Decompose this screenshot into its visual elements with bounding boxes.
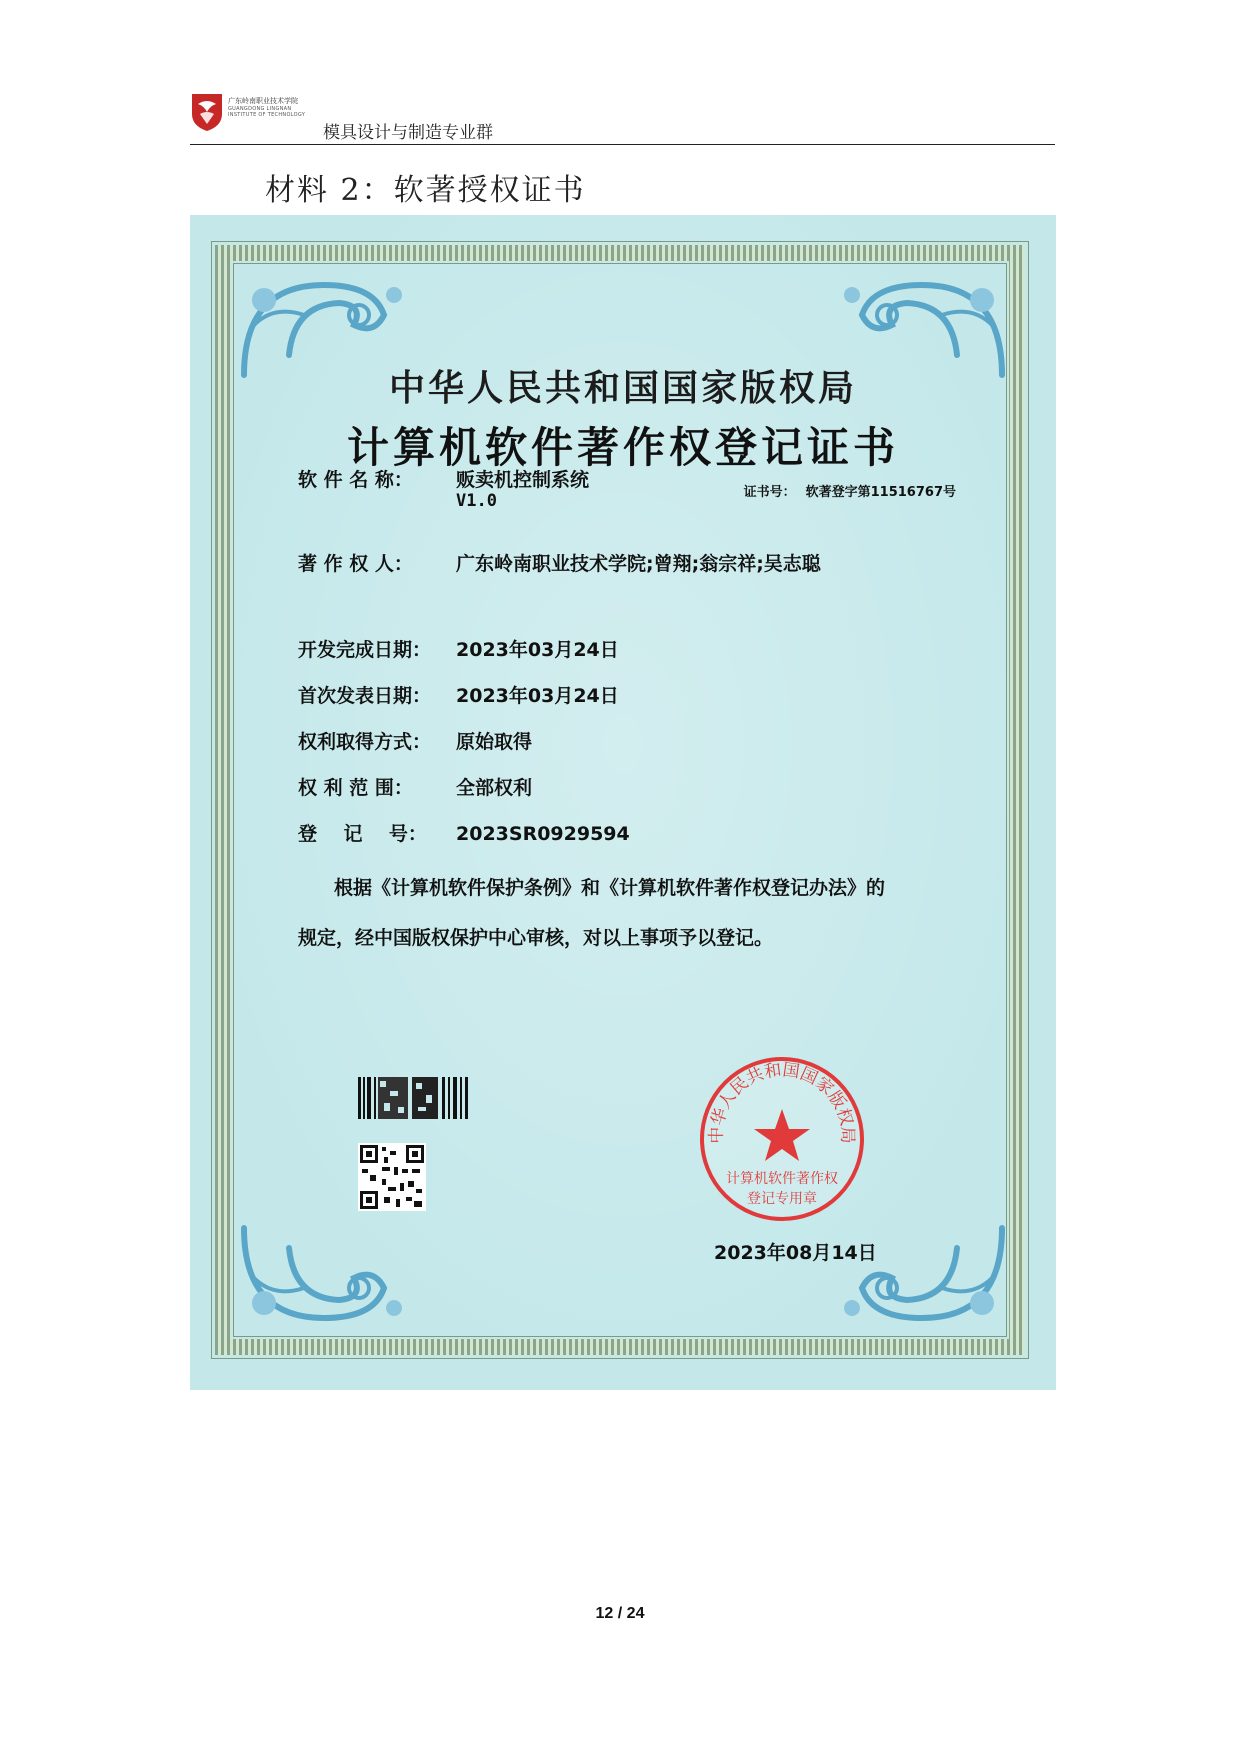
- section-title: 材料 2：软著授权证书: [265, 173, 586, 208]
- seal-outer-text: 中华人民共和国国家版权局: [706, 1060, 858, 1144]
- field-first-publish-date: [298, 681, 619, 708]
- barcode-image: [358, 1077, 470, 1119]
- field-value: 原始取得: [456, 731, 533, 753]
- qr-code-image: [358, 1143, 426, 1211]
- header-divider: [190, 144, 1055, 145]
- seal-inner-text-2: 登记专用章: [747, 1191, 817, 1207]
- school-name-cn: 广东岭南职业技术学院: [228, 97, 298, 105]
- field-registration-number: [298, 819, 630, 846]
- program-group-title: 模具设计与制造专业群: [323, 123, 493, 143]
- seal-inner-text-1: 计算机软件著作权: [726, 1171, 838, 1187]
- field-label: 首次发表日期：: [298, 685, 432, 707]
- certificate-title: 计算机软件著作权登记证书: [346, 423, 899, 472]
- software-version: V1.0: [456, 491, 497, 511]
- field-label: 登 记 号：: [298, 823, 427, 845]
- field-label: 权 利 范 围：: [298, 777, 413, 799]
- field-value: 广东岭南职业技术学院;曾翔;翁宗祥;吴志聪: [456, 553, 821, 575]
- field-value: 2023年03月24日: [456, 639, 619, 661]
- corner-ornament-bottom-right: [832, 1218, 1012, 1338]
- field-label: 著 作 权 人：: [298, 553, 413, 575]
- field-label: 权利取得方式：: [298, 731, 432, 753]
- field-label: 软 件 名 称：: [298, 469, 413, 491]
- copyright-certificate: [190, 215, 1056, 1390]
- field-label: 开发完成日期：: [298, 639, 432, 661]
- corner-ornament-bottom-left: [234, 1218, 414, 1338]
- field-value: 贩卖机控制系统: [456, 469, 590, 491]
- statement-line-2: 规定，经中国版权保护中心审核，对以上事项予以登记。: [298, 927, 774, 949]
- field-rights-scope: [298, 773, 532, 800]
- field-value: 2023SR0929594: [456, 823, 630, 845]
- field-acquisition-method: [298, 727, 532, 754]
- certificate-issuer: 中华人民共和国国家版权局: [388, 368, 857, 409]
- field-value: 全部权利: [456, 777, 533, 799]
- field-software-name: [298, 465, 589, 492]
- field-value: 2023年03月24日: [456, 685, 619, 707]
- school-logo: [190, 92, 224, 132]
- field-copyright-owner: [298, 549, 821, 576]
- certificate-number-label: 证书号：: [743, 485, 796, 500]
- certificate-number-value: 软著登字第11516767号: [805, 485, 956, 500]
- certificate-number: [744, 481, 956, 500]
- statement-line-1: 根据《计算机软件保护条例》和《计算机软件著作权登记办法》的: [334, 877, 886, 899]
- issue-date: 2023年08月14日: [714, 1242, 877, 1264]
- official-seal: [698, 1055, 866, 1223]
- page-number: 12 / 24: [595, 1605, 645, 1622]
- field-dev-completion-date: [298, 635, 619, 662]
- school-name-en: GUANGDONG LINGNAN INSTITUTE OF TECHNOLOGY: [228, 106, 306, 118]
